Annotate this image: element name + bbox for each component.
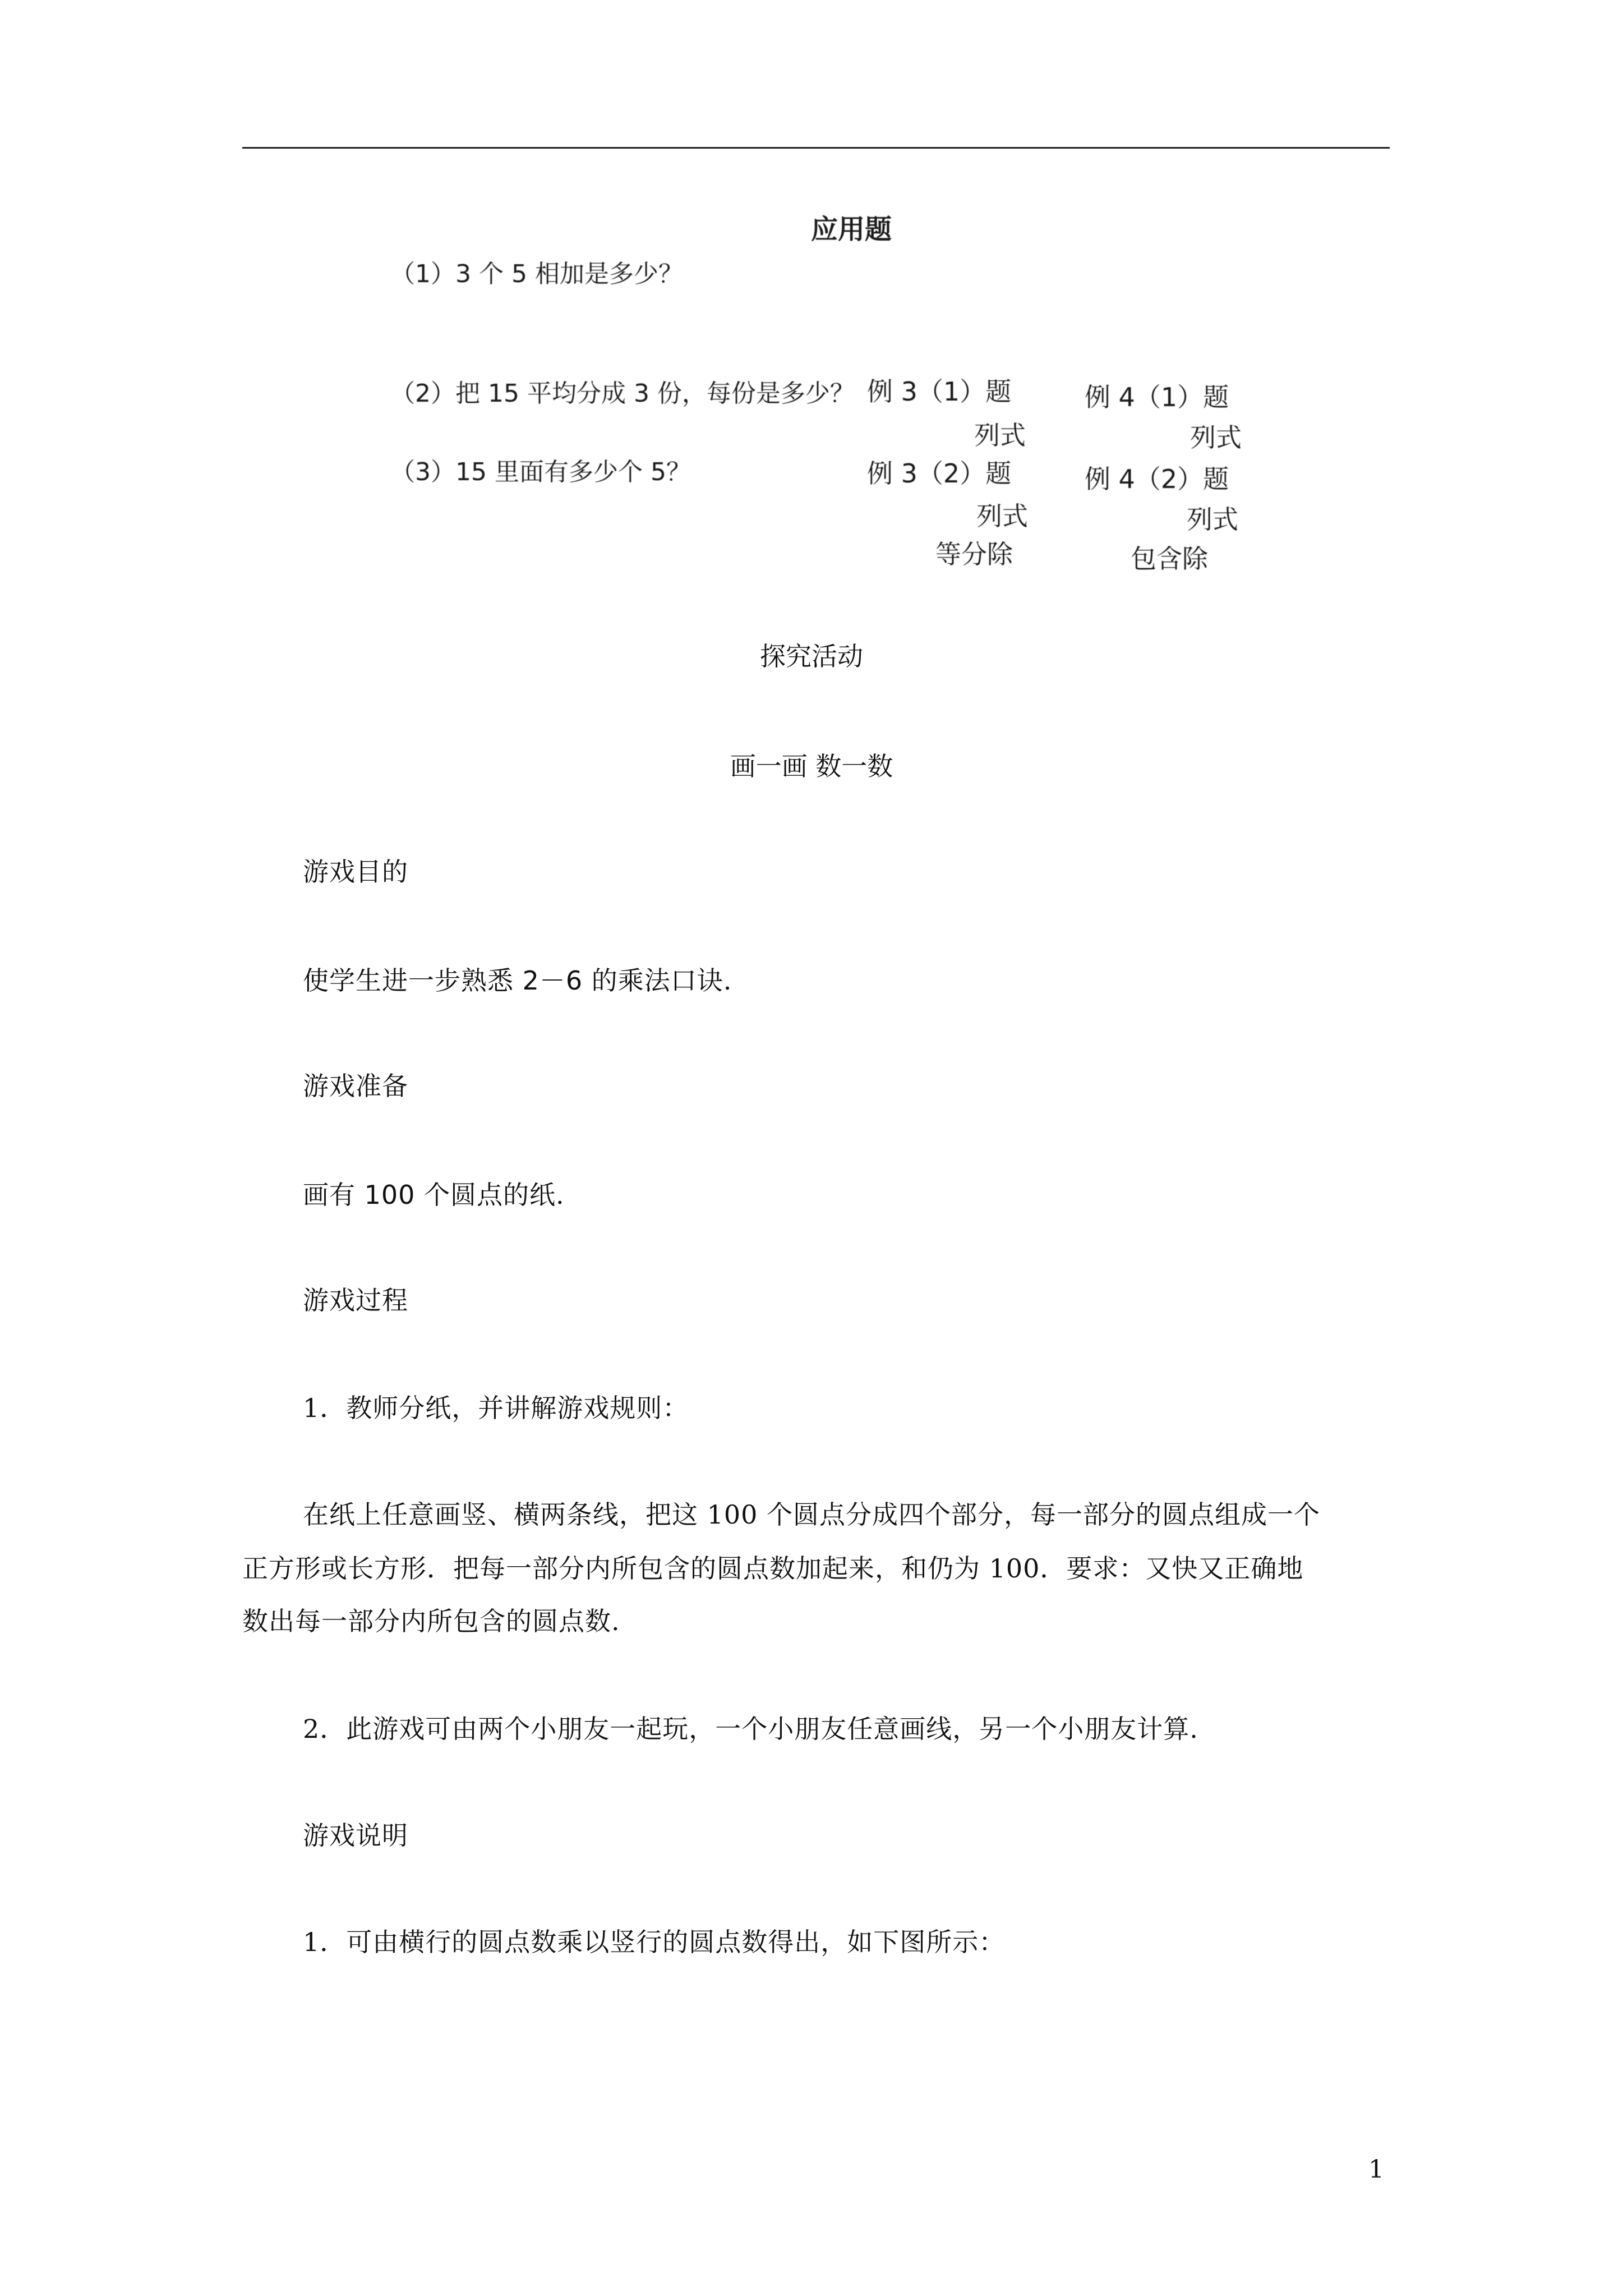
goal-text (303, 960, 732, 997)
partitive-division-label: 等分除 (935, 539, 1013, 569)
example-4-2-label: 例 4（2）题 (1085, 464, 1229, 494)
section-title: 探究活动 (760, 641, 863, 671)
prep-text-end: 个圆点的纸. (415, 1180, 565, 1210)
figure-title: 应用题 (811, 214, 892, 245)
process-step-1: 1．教师分纸，并讲解游戏规则： (303, 1393, 689, 1423)
goal-text-range: 2－6 (522, 965, 583, 996)
example-3-2-label: 例 3（2）题 (867, 458, 1012, 489)
process-step-2: 2．此游戏可由两个小朋友一起玩，一个小朋友任意画线，另一个小朋友计算. (303, 1714, 1198, 1744)
rule-line-2: 正方形或长方形．把每一部分内所包含的圆点数加起来，和仍为 100．要求：又快又正确地 (242, 1553, 1304, 1584)
rule-line-3: 数出每一部分内所包含的圆点数. (242, 1606, 620, 1636)
process-heading: 游戏过程 (303, 1285, 408, 1315)
example-4-1-label: 例 4（1）题 (1085, 382, 1229, 412)
question-3: （3）15 里面有多少个 5？ (390, 458, 691, 486)
quotative-division-label: 包含除 (1131, 544, 1208, 574)
prep-heading: 游戏准备 (303, 1071, 408, 1101)
prep-text-start: 画有 (303, 1180, 365, 1210)
page-number: 1 (1368, 2155, 1384, 2184)
question-2: （2）把 15 平均分成 3 份，每份是多少？ (390, 379, 855, 408)
example-4-2-formula: 列式 (1187, 504, 1238, 535)
question-1: （1）3 个 5 相加是多少？ (390, 260, 683, 288)
example-3-1-label: 例 3（1）题 (867, 376, 1012, 407)
goal-text-end: 的乘法口诀. (583, 965, 732, 996)
header-rule (242, 147, 1390, 149)
applied-problems-figure (381, 202, 1279, 583)
example-4-1-formula: 列式 (1190, 422, 1242, 453)
notes-step-1: 1．可由横行的圆点数乘以竖行的圆点数得出，如下图所示： (303, 1927, 1006, 1957)
rule-line-1: 在纸上任意画竖、横两条线，把这 100 个圆点分成四个部分，每一部分的圆点组成一个 (303, 1499, 1321, 1530)
prep-text (303, 1175, 565, 1212)
notes-heading: 游戏说明 (303, 1820, 408, 1851)
activity-title: 画一画 数一数 (730, 751, 893, 781)
goal-text-start: 使学生进一步熟悉 (303, 965, 523, 996)
example-3-1-formula: 列式 (974, 420, 1026, 450)
goal-heading: 游戏目的 (303, 857, 408, 887)
prep-text-number: 100 (364, 1180, 416, 1210)
example-3-2-formula: 列式 (976, 501, 1028, 531)
